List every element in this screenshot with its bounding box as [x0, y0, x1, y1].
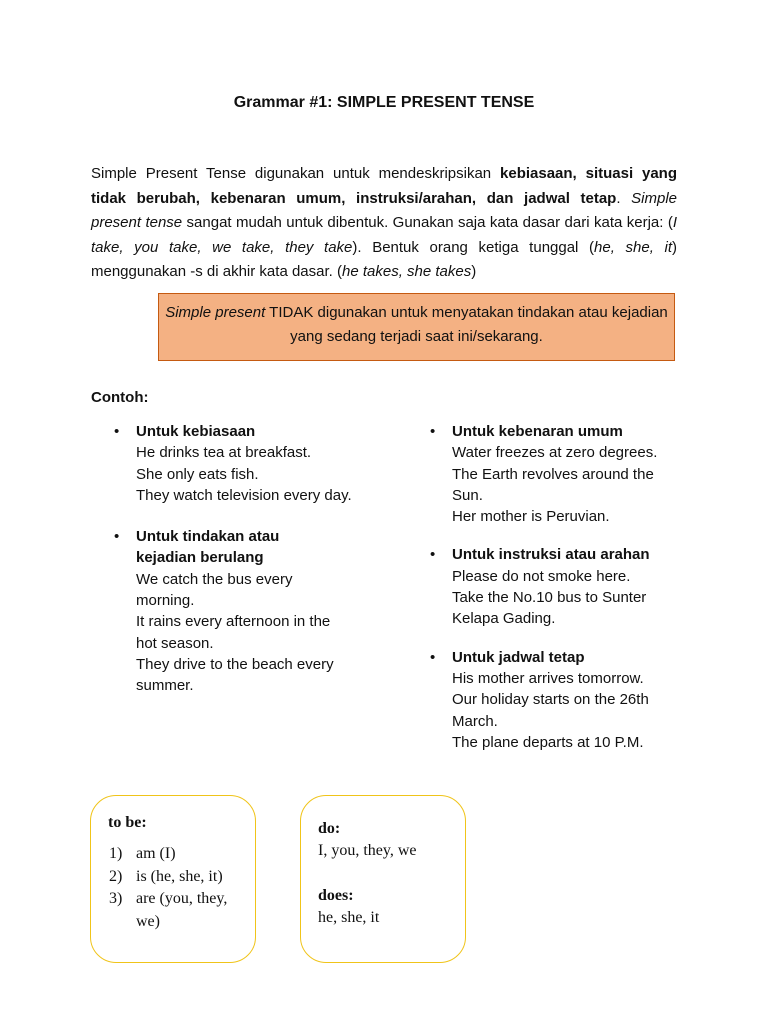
to-be-item-text: is (he, she, it)	[136, 867, 223, 885]
page-title: Grammar #1: SIMPLE PRESENT TENSE	[233, 94, 535, 111]
example-group	[430, 647, 680, 753]
example-line: Please do not smoke here.	[452, 567, 631, 585]
note-italic: Simple present	[165, 304, 266, 321]
do-does-box	[300, 795, 466, 963]
left-example-column	[114, 421, 354, 697]
intro-bold-uses: kebiasaan, situasi yang tidak berubah, kebenaran umum, instruksi/arahan, dan jadwal tetap	[91, 165, 678, 207]
to-be-item	[109, 888, 249, 933]
example-group	[114, 526, 354, 696]
to-be-item-text: are (you, they, we)	[136, 890, 228, 930]
example-line: He drinks tea at breakfast.	[136, 444, 312, 462]
intro-text-6: )	[471, 263, 477, 280]
example-heading: • Untuk kebenaran umum	[452, 423, 623, 440]
intro-italic-2: I take, you take, we take, they take	[91, 214, 677, 256]
do-pronouns: I, you, they, we	[318, 842, 417, 859]
intro-text-3: sangat mudah untuk dibentuk. Gunakan saja kata dasar dari kata kerja: (	[182, 214, 673, 231]
example-line: We catch the bus every morning.	[136, 570, 293, 610]
intro-text-1: Simple Present Tense digunakan untuk mendeskripsikan	[91, 165, 501, 182]
to-be-list	[109, 843, 249, 933]
intro-paragraph	[91, 162, 677, 285]
right-example-column	[430, 421, 680, 753]
intro-text-5: ) menggunakan -s di akhir kata dasar. (	[91, 238, 677, 280]
do-label: do:	[318, 820, 341, 837]
example-group	[430, 544, 680, 629]
to-be-label: to be:	[108, 814, 147, 831]
to-be-item-text: am (I)	[136, 845, 176, 862]
intro-text-4: ). Bentuk orang ketiga tunggal (	[352, 238, 595, 256]
to-be-item	[109, 866, 249, 889]
example-line: They watch television every day.	[136, 486, 352, 504]
note-box	[158, 293, 675, 361]
to-be-item-number: 1)	[109, 845, 123, 862]
does-pronouns: he, she, it	[318, 909, 380, 926]
example-line: The plane departs at 10 P.M.	[452, 733, 644, 751]
to-be-item-number: 3)	[109, 890, 123, 907]
example-line: She only eats fish.	[136, 465, 259, 483]
to-be-box	[90, 795, 256, 963]
example-heading: • Untuk kebiasaan	[136, 423, 256, 440]
does-label: does:	[318, 887, 354, 904]
example-heading: • Untuk jadwal tetap	[452, 648, 585, 666]
example-line: The Earth revolves around the Sun.	[452, 465, 654, 504]
intro-text-2: .	[616, 189, 632, 207]
example-group	[114, 421, 354, 506]
example-line: Her mother is Peruvian.	[452, 508, 610, 526]
example-heading: • Untuk tindakan atau kejadian berulang	[136, 528, 280, 567]
note-text: TIDAK digunakan untuk menyatakan tindakan atau kejadian yang sedang terjadi saat ini/sekarang.	[265, 304, 668, 345]
intro-italic-1: Simple present tense	[91, 189, 677, 231]
to-be-item-number: 2)	[109, 867, 123, 885]
example-line: Water freezes at zero degrees.	[452, 444, 658, 462]
contoh-label: Contoh:	[91, 389, 149, 406]
intro-italic-3: he, she, it	[594, 238, 672, 256]
example-line: They drive to the beach every summer.	[136, 655, 334, 695]
example-line: It rains every afternoon in the hot season.	[136, 613, 331, 652]
example-heading: • Untuk instruksi atau arahan	[452, 546, 650, 564]
example-line: Our holiday starts on the 26th March.	[452, 691, 649, 730]
example-group	[430, 421, 680, 527]
to-be-item	[109, 843, 249, 866]
example-line: His mother arrives tomorrow.	[452, 669, 644, 687]
example-line: Take the No.10 bus to Sunter Kelapa Gading.	[452, 589, 647, 628]
intro-italic-4: he takes, she takes	[341, 263, 472, 280]
